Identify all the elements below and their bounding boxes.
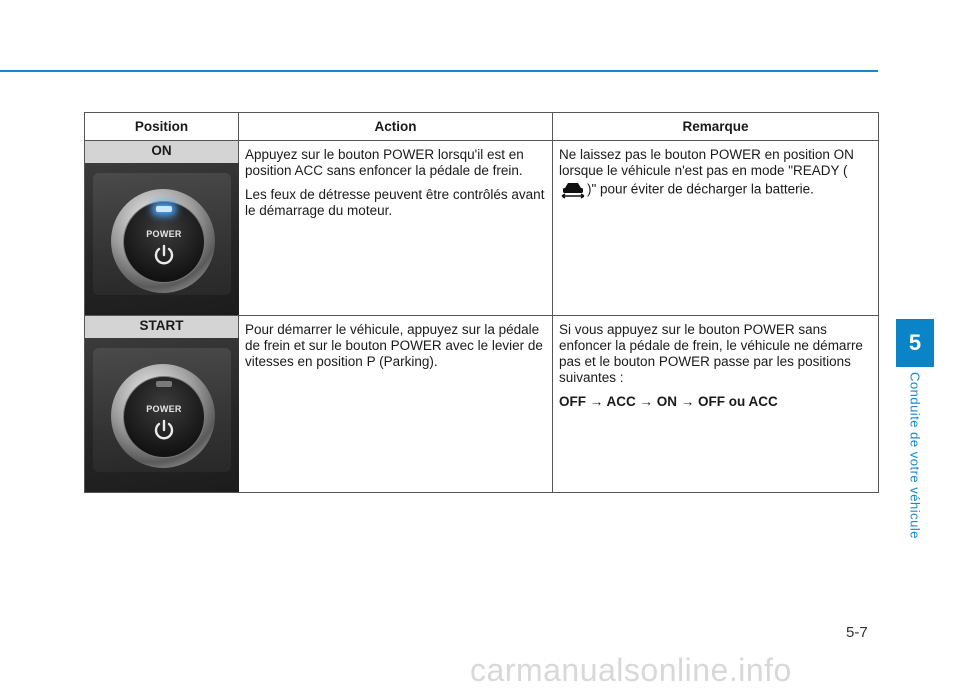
power-button-photo [85, 163, 239, 315]
power-button-label: POWER [146, 404, 182, 414]
position-cell [85, 141, 239, 316]
position-label: ON [85, 141, 238, 163]
ready-car-icon [560, 179, 586, 201]
table-row [85, 141, 879, 316]
position-label: START [85, 316, 238, 338]
remark-text-end: )" pour éviter de décharger la batterie. [587, 181, 814, 197]
power-button-label: POWER [146, 229, 182, 239]
action-text: Appuyez sur le bouton POWER lorsqu'il est en position ACC sans enfoncer la pédale de frein. [245, 147, 524, 178]
remark-text-start: Ne laissez pas le bouton POWER en position ON lorsque le véhicule n'est pas en mode "READY ( [559, 147, 854, 178]
indicator-off-icon [156, 381, 172, 387]
action-text: Pour démarrer le véhicule, appuyez sur la pédale de frein et sur le bouton POWER avec le levier de vitesses en position P (Parking). [245, 322, 543, 369]
remark-text [559, 147, 873, 201]
action-cell [239, 141, 553, 316]
column-header-remark: Remarque [553, 113, 879, 141]
column-header-position: Position [85, 113, 239, 141]
column-header-action: Action [239, 113, 553, 141]
chapter-number-tab: 5 [896, 319, 934, 367]
table-header-row [85, 113, 879, 141]
remark-cell [553, 316, 879, 493]
position-cell [85, 316, 239, 493]
page-number: 5-7 [846, 624, 868, 641]
power-icon [151, 242, 177, 268]
action-text: Les feux de détresse peuvent être contrôlés avant le démarrage du moteur. [245, 187, 545, 218]
remark-text: Si vous appuyez sur le bouton POWER sans enfoncer la pédale de frein, le véhicule ne démarre pas et le bouton POWER passe par les positions suivantes : [559, 322, 863, 385]
position-sequence: OFF → ACC → ON → OFF ou ACC [559, 394, 778, 409]
header-rule [0, 70, 878, 72]
action-cell [239, 316, 553, 493]
power-button-position-table [84, 112, 879, 493]
power-button-photo [85, 338, 239, 492]
remark-cell [553, 141, 879, 316]
watermark: carmanualsonline.info [470, 652, 792, 688]
table-row [85, 316, 879, 493]
indicator-lit-icon [156, 206, 172, 212]
power-icon [151, 417, 177, 443]
chapter-title: Conduite de votre véhicule [907, 372, 923, 539]
